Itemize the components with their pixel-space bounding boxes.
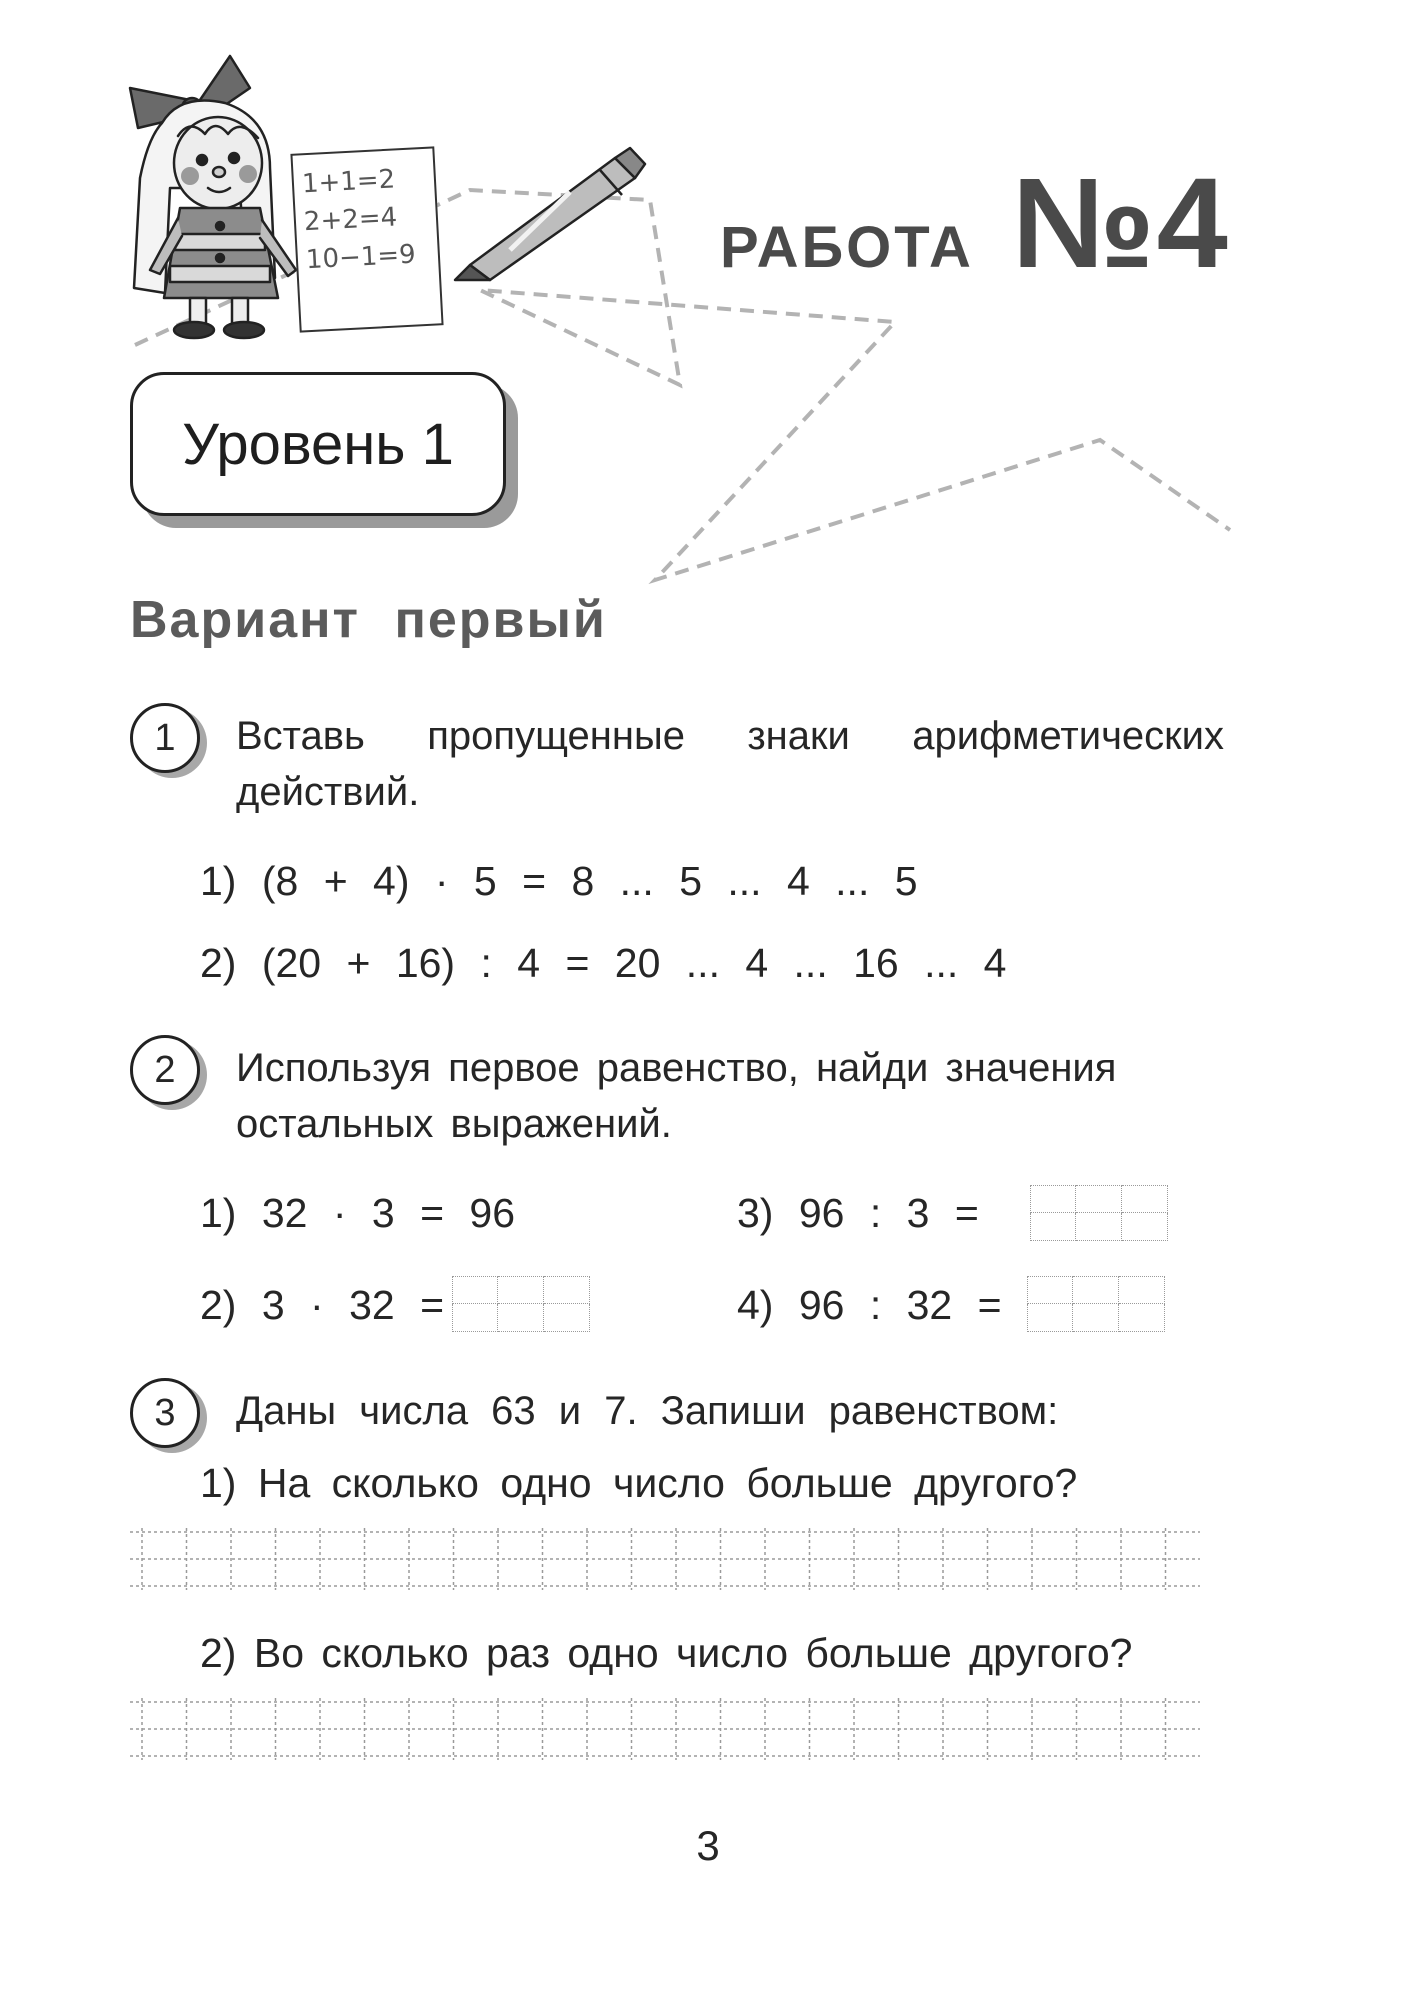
task-item: 2) 3 · 32 = [200,1282,445,1328]
level-badge [130,372,506,516]
work-title-number: №4 [1011,152,1230,295]
task-number-text: 3 [154,1391,176,1434]
task-text: Используя первое равенство, найди значения остальных выражений. [236,1046,1117,1146]
task-number [130,703,200,773]
task-item: 2) (20 + 16) : 4 = 20 ... 4 ... 16 ... 4 [200,940,1007,986]
answer-cells[interactable] [452,1276,590,1332]
task-item: 4) 96 : 32 = [737,1282,1002,1328]
answer-cells[interactable] [1027,1276,1165,1332]
task-number [130,1035,200,1105]
task-text: Вставь пропущенные знаки арифметических действий. [236,714,1224,814]
task-text: Даны числа 63 и 7. Запиши равенством: [236,1389,1059,1433]
math-sheet [290,146,443,332]
sheet-line: 10−1=9 [305,239,417,276]
sheet-line: 2+2=4 [303,202,398,238]
task-item: 1) На сколько одно число больше другого? [200,1460,1078,1506]
task-number-text: 2 [154,1048,176,1091]
level-label: Уровень 1 [182,411,454,477]
task-item: 3) 96 : 3 = [737,1190,979,1236]
task-item: 1) (8 + 4) · 5 = 8 ... 5 ... 4 ... 5 [200,858,918,904]
page-number: 3 [696,1822,720,1869]
task-number-text: 1 [154,716,176,759]
task-number [130,1378,200,1448]
writing-grid[interactable] [130,1528,1200,1590]
work-title [720,150,1230,297]
work-title-word: РАБОТА [720,215,974,280]
task-item: 1) 32 · 3 = 96 [200,1190,516,1236]
pen-illustration [450,140,650,285]
sheet-line: 1+1=2 [301,164,396,200]
writing-grid[interactable] [130,1698,1200,1760]
task-item: 2) Во сколько раз одно число больше другого? [200,1630,1133,1676]
answer-cells[interactable] [1030,1185,1168,1241]
variant-title: Вариант первый [130,591,607,649]
